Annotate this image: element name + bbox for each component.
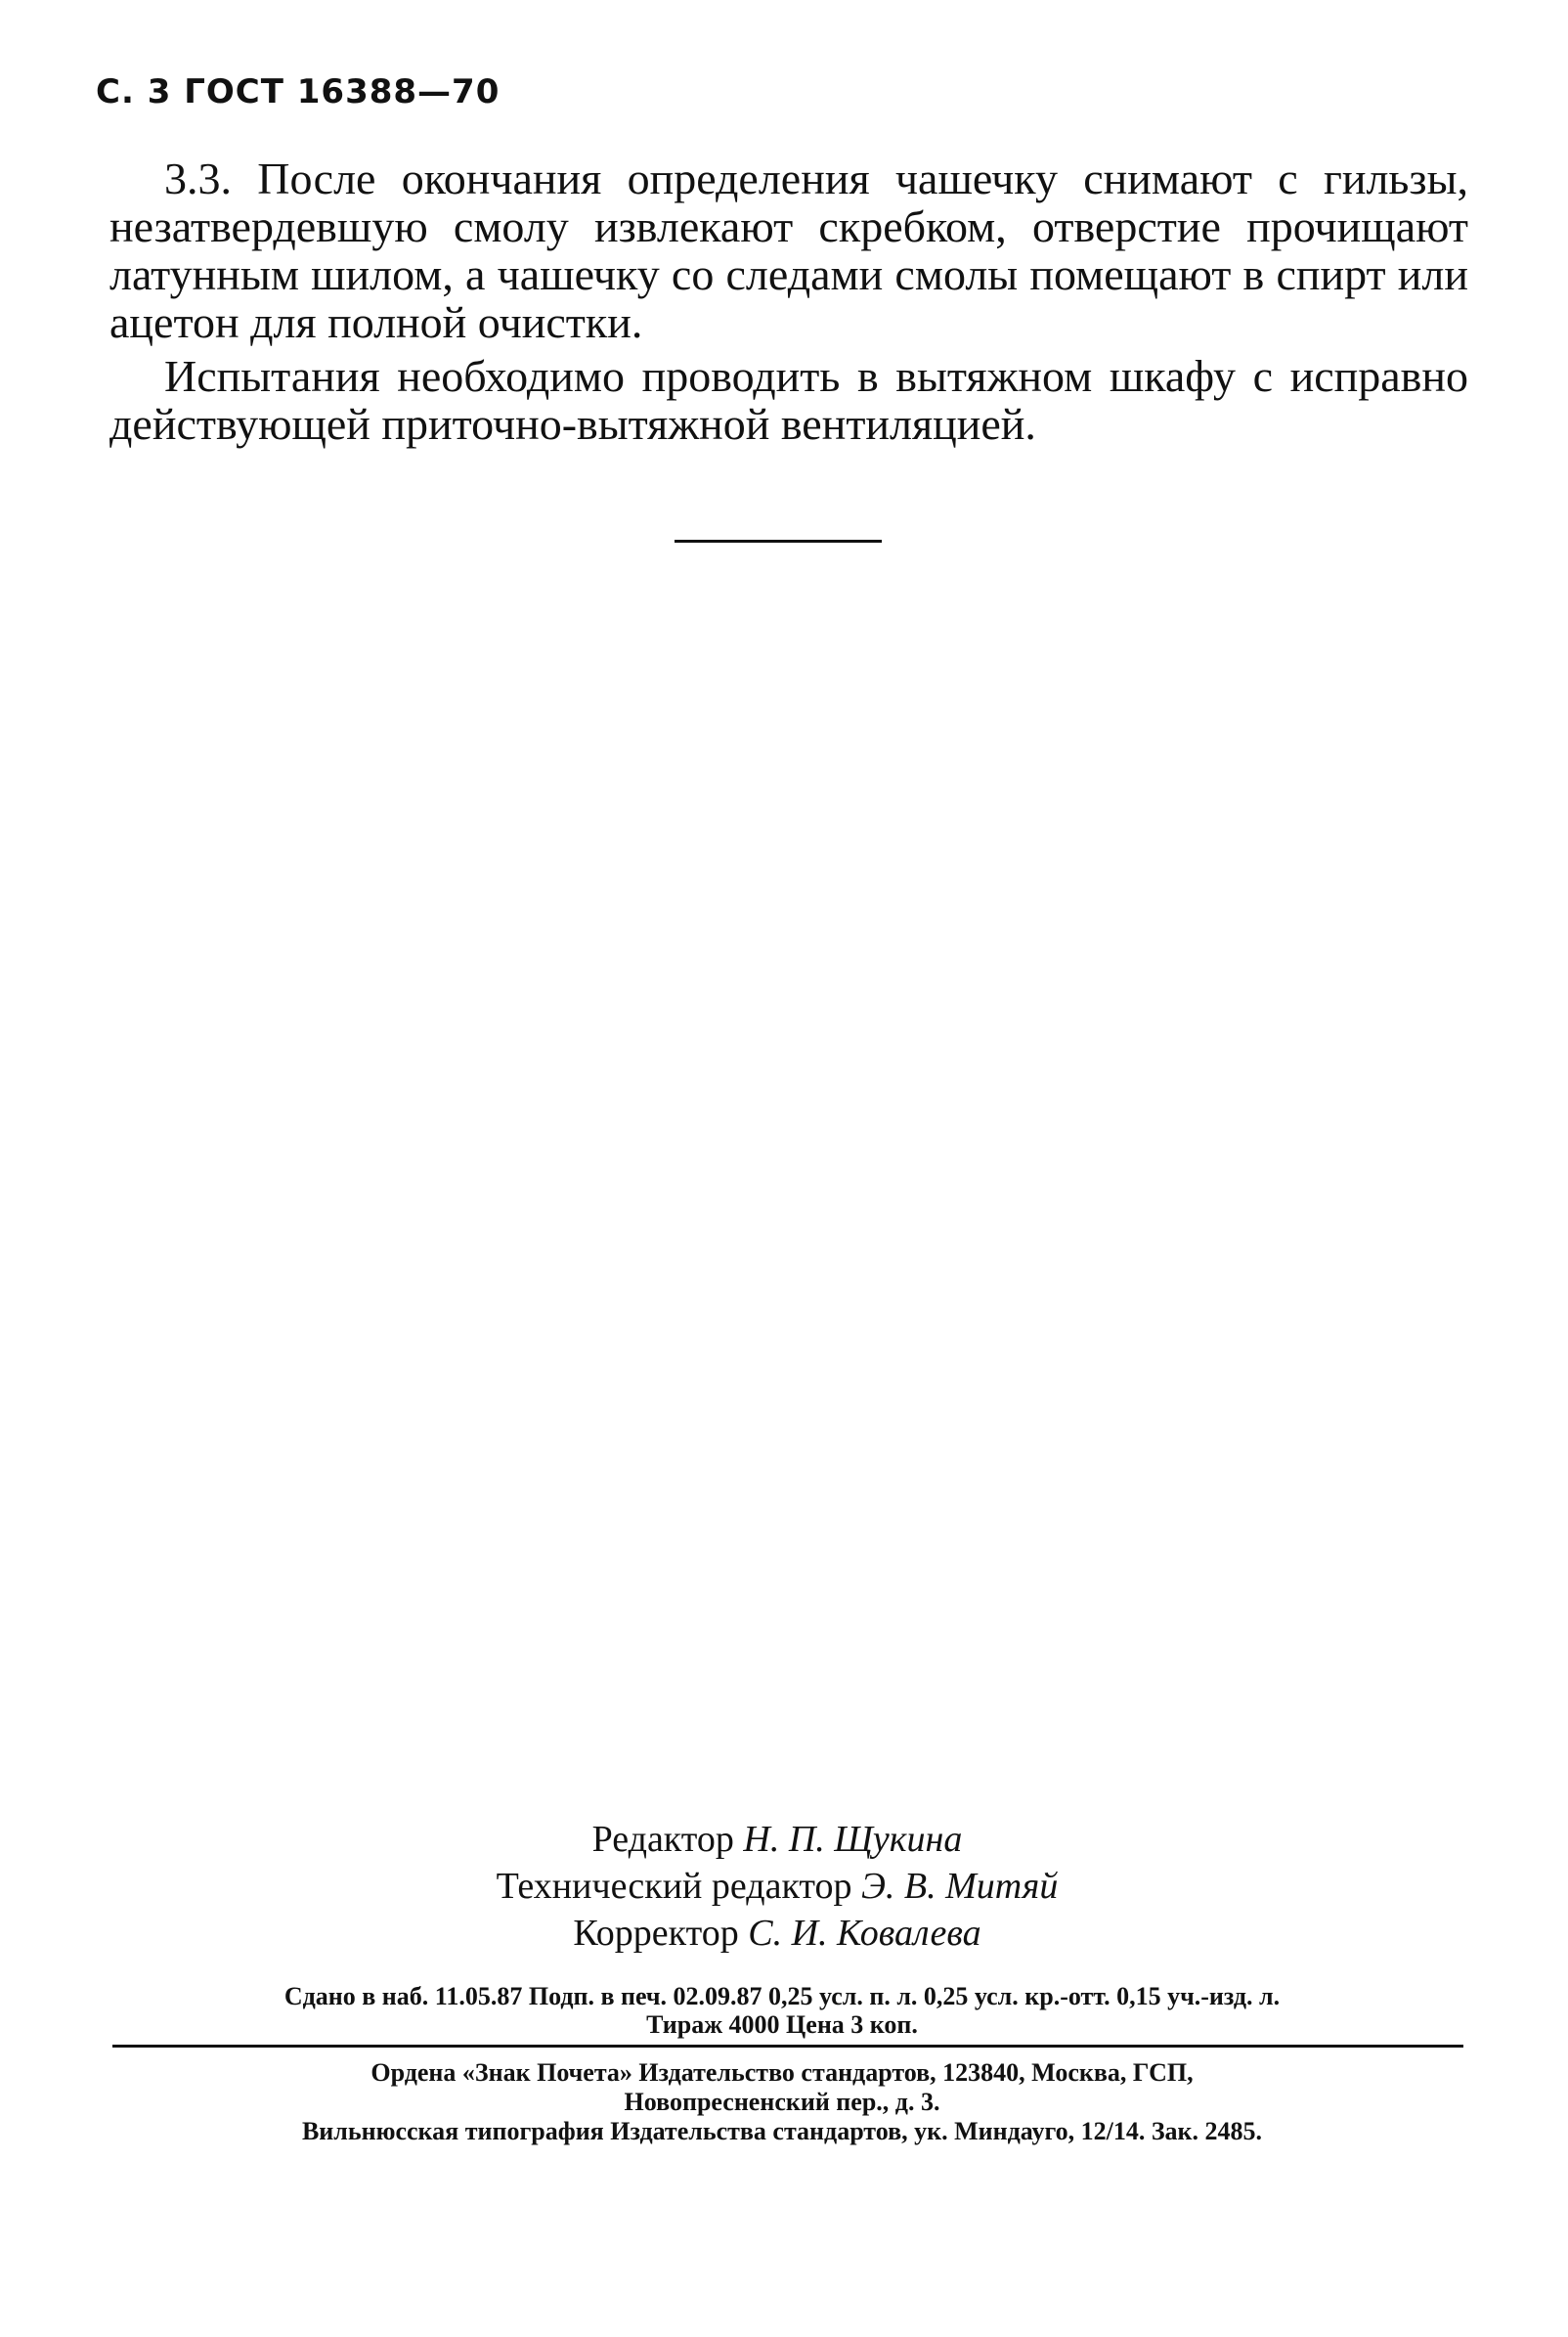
- imprint-circulation: Тираж 4000 Цена 3 коп.: [646, 2010, 918, 2039]
- imprint-rule: [112, 2045, 1463, 2048]
- editor-line: [313, 1816, 1241, 1863]
- publisher-name: Ордена «Знак Почета» Издательство стандартов, 123840, Москва, ГСП,: [370, 2058, 1194, 2087]
- imprint-print-details: Сдано в наб. 11.05.87 Подп. в печ. 02.09.87 0,25 усл. п. л. 0,25 усл. кр.-отт. 0,15 уч.-изд. л.: [283, 1982, 1281, 2010]
- printing-house: Вильнюсская типография Издательства стандартов, ук. Миндауго, 12/14. Зак. 2485.: [301, 2117, 1263, 2145]
- paragraph-safety: Испытания необходимо проводить в вытяжном шкафу с исправно действующей приточно-вытяжной вентиляцией.: [109, 351, 1468, 449]
- publisher-block: [98, 2058, 1466, 2146]
- tech-editor-name: Э. В. Митяй: [861, 1866, 1059, 1907]
- imprint-block: [98, 1982, 1466, 2039]
- editor-role: Редактор: [591, 1819, 734, 1860]
- body-text: [109, 154, 1468, 448]
- editor-name: Н. П. Щукина: [743, 1819, 963, 1860]
- corrector-name: С. И. Ковалева: [748, 1913, 981, 1954]
- publisher-address: Новопресненский пер., д. 3.: [624, 2088, 940, 2116]
- credits-block: [313, 1816, 1241, 1957]
- corrector-role: Корректор: [573, 1913, 739, 1954]
- page-header: С. 3 ГОСТ 16388—70: [96, 72, 501, 111]
- paragraph-3-3: 3.3. После окончания определения чашечку снимают с гильзы, незатвердевшую смолу извлекают скребком, отверстие прочищают латунным шилом, а чашечку со следами смолы помещают в спирт или ацетон для полной очистки.: [109, 154, 1468, 347]
- section-divider: [675, 540, 882, 543]
- tech-editor-role: Технический редактор: [496, 1866, 852, 1907]
- tech-editor-line: [313, 1863, 1241, 1910]
- corrector-line: [313, 1910, 1241, 1957]
